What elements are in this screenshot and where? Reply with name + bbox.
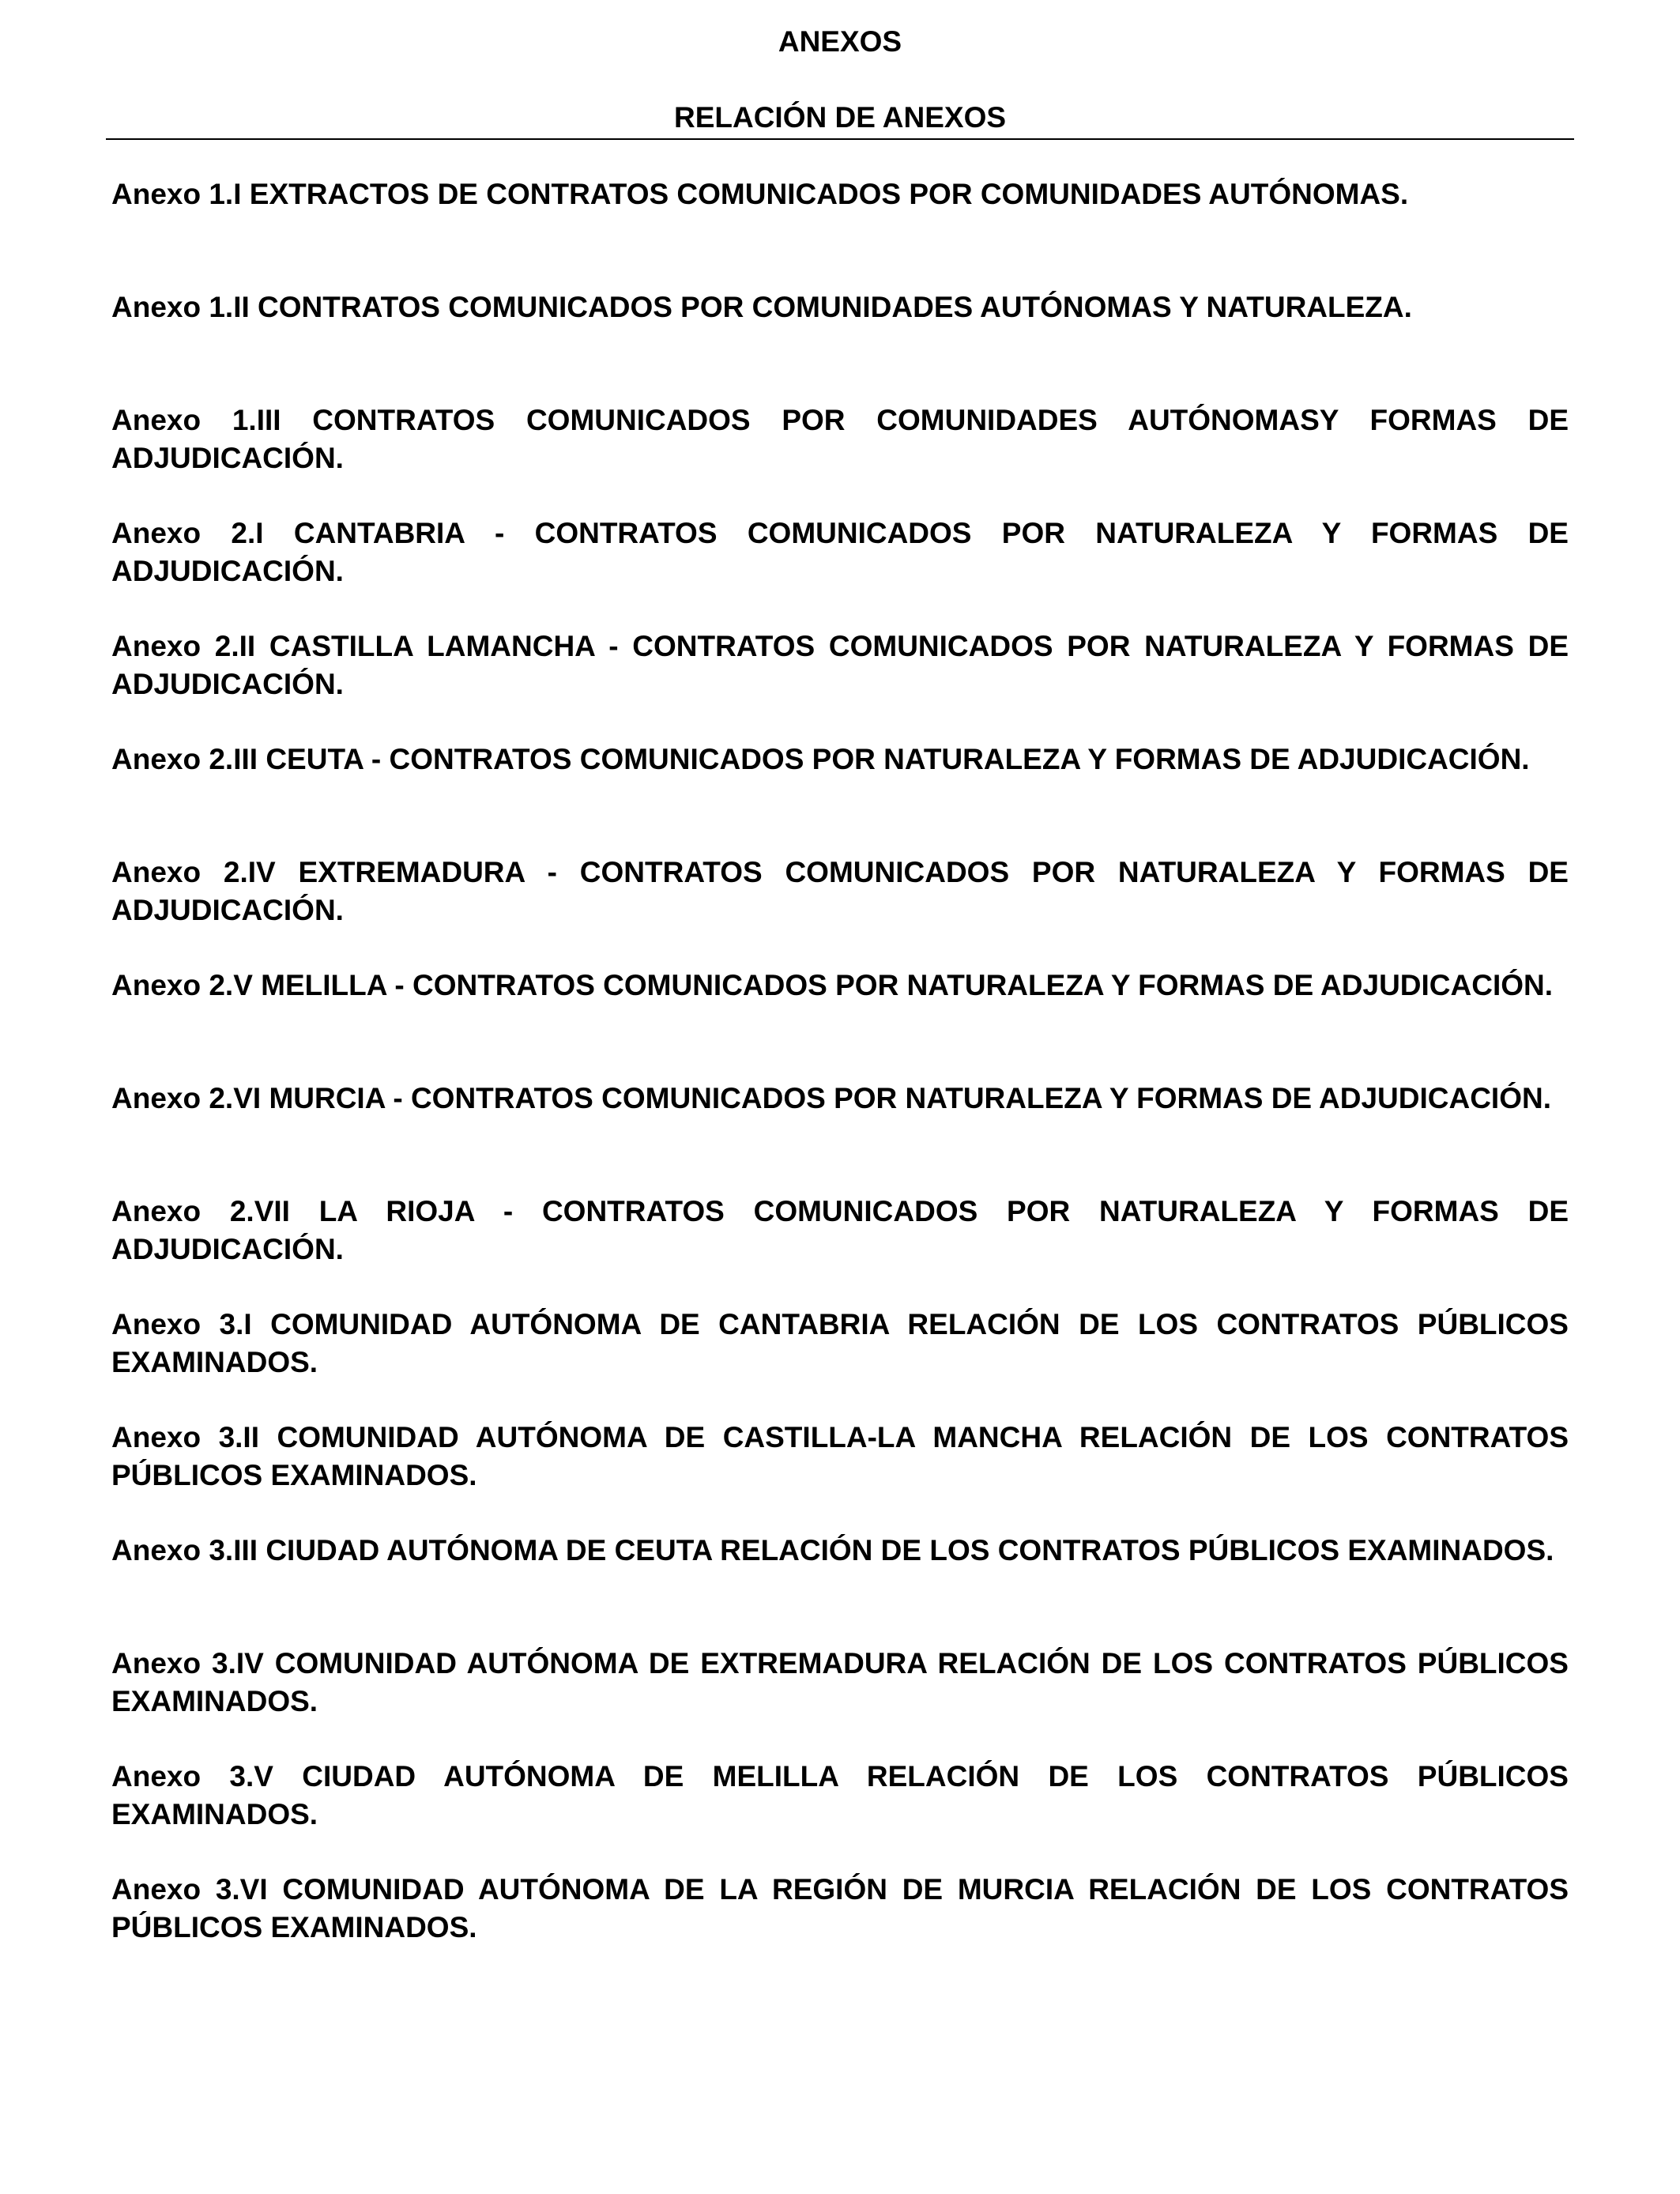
annex-item: Anexo 2.V MELILLA - CONTRATOS COMUNICADOS POR NATURALEZA Y FORMAS DE ADJUDICACIÓN.: [111, 969, 1554, 1001]
annex-item: Anexo 2.II CASTILLA LAMANCHA - CONTRATOS COMUNICADOS POR NATURALEZA Y FORMAS DE ADJUDICACIÓN.: [111, 630, 1569, 700]
annex-item: Anexo 2.VII LA RIOJA - CONTRATOS COMUNICADOS POR NATURALEZA Y FORMAS DE ADJUDICACIÓN.: [111, 1195, 1569, 1265]
annex-item: Anexo 2.III CEUTA - CONTRATOS COMUNICADOS POR NATURALEZA Y FORMAS DE ADJUDICACIÓN.: [111, 743, 1530, 775]
annex-item: Anexo 1.II CONTRATOS COMUNICADOS POR COMUNIDADES AUTÓNOMAS Y NATURALEZA.: [111, 291, 1412, 323]
annex-item: Anexo 3.II COMUNIDAD AUTÓNOMA DE CASTILLA-LA MANCHA RELACIÓN DE LOS CONTRATOS PÚBLICOS EXAMINADOS.: [111, 1421, 1569, 1491]
annex-item: Anexo 3.IV COMUNIDAD AUTÓNOMA DE EXTREMADURA RELACIÓN DE LOS CONTRATOS PÚBLICOS EXAMINADOS.: [111, 1647, 1569, 1717]
annex-item: Anexo 2.I CANTABRIA - CONTRATOS COMUNICADOS POR NATURALEZA Y FORMAS DE ADJUDICACIÓN.: [111, 517, 1569, 587]
annex-item: Anexo 3.I COMUNIDAD AUTÓNOMA DE CANTABRIA RELACIÓN DE LOS CONTRATOS PÚBLICOS EXAMINADOS.: [111, 1308, 1569, 1378]
annex-item: Anexo 2.IV EXTREMADURA - CONTRATOS COMUNICADOS POR NATURALEZA Y FORMAS DE ADJUDICACIÓN.: [111, 856, 1569, 926]
annex-item: Anexo 3.III CIUDAD AUTÓNOMA DE CEUTA RELACIÓN DE LOS CONTRATOS PÚBLICOS EXAMINADOS.: [111, 1534, 1554, 1566]
page-subtitle: RELACIÓN DE ANEXOS: [673, 101, 1007, 134]
annex-list: [111, 175, 1569, 1984]
annex-item: Anexo 3.V CIUDAD AUTÓNOMA DE MELILLA RELACIÓN DE LOS CONTRATOS PÚBLICOS EXAMINADOS.: [111, 1760, 1569, 1830]
annex-item: Anexo 1.III CONTRATOS COMUNICADOS POR COMUNIDADES AUTÓNOMASY FORMAS DE ADJUDICACIÓN.: [111, 404, 1569, 474]
annex-item: Anexo 3.VI COMUNIDAD AUTÓNOMA DE LA REGIÓN DE MURCIA RELACIÓN DE LOS CONTRATOS PÚBLICOS EXAMINADOS.: [111, 1873, 1569, 1943]
annex-item: Anexo 1.I EXTRACTOS DE CONTRATOS COMUNICADOS POR COMUNIDADES AUTÓNOMAS.: [111, 178, 1409, 210]
annex-item: Anexo 2.VI MURCIA - CONTRATOS COMUNICADOS POR NATURALEZA Y FORMAS DE ADJUDICACIÓN.: [111, 1082, 1551, 1114]
page-title: ANEXOS: [778, 25, 902, 58]
title-divider: [106, 138, 1574, 140]
